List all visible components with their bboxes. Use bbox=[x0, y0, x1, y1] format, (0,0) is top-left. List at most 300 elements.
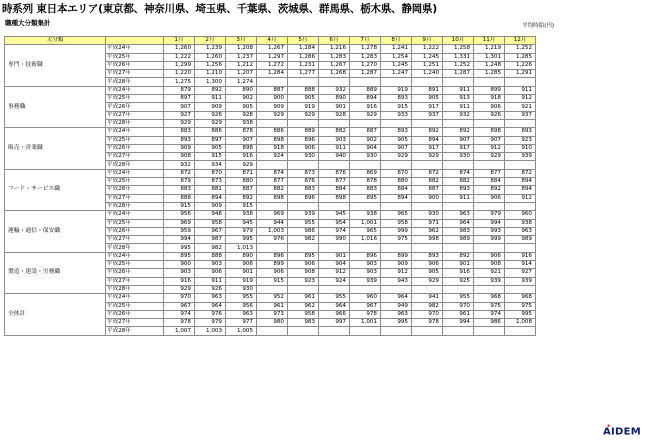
value-cell: 886 bbox=[195, 128, 226, 136]
value-cell: 917 bbox=[412, 144, 443, 152]
value-cell: 899 bbox=[474, 86, 505, 94]
value-cell bbox=[257, 119, 288, 127]
value-cell: 892 bbox=[195, 86, 226, 94]
value-cell: 1,237 bbox=[226, 53, 257, 61]
value-cell: 969 bbox=[257, 211, 288, 219]
value-cell: 871 bbox=[226, 169, 257, 177]
year-cell: 平成24年 bbox=[106, 294, 164, 302]
value-cell: 909 bbox=[164, 144, 195, 152]
value-cell: 1,260 bbox=[195, 53, 226, 61]
value-cell: 911 bbox=[443, 194, 474, 202]
value-cell bbox=[443, 161, 474, 169]
value-cell: 939 bbox=[350, 277, 381, 285]
value-cell: 960 bbox=[505, 211, 536, 219]
value-cell: 883 bbox=[288, 186, 319, 194]
value-cell: 870 bbox=[195, 169, 226, 177]
value-cell: 930 bbox=[226, 285, 257, 293]
value-cell: 915 bbox=[164, 202, 195, 210]
value-cell: 968 bbox=[474, 294, 505, 302]
value-cell: 994 bbox=[164, 236, 195, 244]
value-cell: 870 bbox=[381, 169, 412, 177]
year-cell: 平成28年 bbox=[106, 78, 164, 86]
value-cell bbox=[412, 327, 443, 335]
value-cell bbox=[257, 244, 288, 252]
value-cell: 919 bbox=[381, 86, 412, 94]
year-cell: 平成28年 bbox=[106, 119, 164, 127]
value-cell: 913 bbox=[443, 95, 474, 103]
value-cell: 1,231 bbox=[288, 61, 319, 69]
value-cell bbox=[474, 202, 505, 210]
value-cell: 1,252 bbox=[443, 61, 474, 69]
value-cell: 997 bbox=[319, 319, 350, 327]
value-cell: 890 bbox=[226, 86, 257, 94]
value-cell: 1,220 bbox=[164, 70, 195, 78]
value-cell bbox=[350, 78, 381, 86]
value-cell: 892 bbox=[226, 194, 257, 202]
value-cell: 888 bbox=[195, 252, 226, 260]
value-cell: 879 bbox=[164, 178, 195, 186]
year-cell: 平成26年 bbox=[106, 103, 164, 111]
value-cell: 915 bbox=[381, 103, 412, 111]
value-cell: 912 bbox=[319, 269, 350, 277]
value-cell: 907 bbox=[381, 144, 412, 152]
value-cell: 911 bbox=[319, 144, 350, 152]
value-cell: 1,270 bbox=[350, 61, 381, 69]
value-cell: 939 bbox=[474, 277, 505, 285]
value-cell: 963 bbox=[443, 211, 474, 219]
value-cell: 887 bbox=[412, 186, 443, 194]
value-cell: 934 bbox=[195, 161, 226, 169]
value-cell: 902 bbox=[350, 136, 381, 144]
value-cell: 1,287 bbox=[443, 70, 474, 78]
value-cell: 926 bbox=[474, 111, 505, 119]
header-month: 4月 bbox=[257, 37, 288, 45]
value-cell: 896 bbox=[350, 252, 381, 260]
value-cell bbox=[412, 119, 443, 127]
value-cell: 884 bbox=[381, 186, 412, 194]
value-cell: 906 bbox=[474, 103, 505, 111]
value-cell: 989 bbox=[443, 236, 474, 244]
year-cell: 平成27年 bbox=[106, 194, 164, 202]
value-cell: 905 bbox=[412, 269, 443, 277]
logo-text: AIDEM bbox=[602, 426, 641, 437]
value-cell: 932 bbox=[443, 111, 474, 119]
value-cell bbox=[257, 285, 288, 293]
value-cell bbox=[381, 78, 412, 86]
value-cell bbox=[412, 285, 443, 293]
header-month: 10月 bbox=[443, 37, 474, 45]
value-cell bbox=[257, 202, 288, 210]
value-cell: 929 bbox=[474, 153, 505, 161]
value-cell: 1,001 bbox=[350, 319, 381, 327]
table-row bbox=[5, 294, 536, 302]
value-cell: 872 bbox=[412, 169, 443, 177]
value-cell: 1,245 bbox=[381, 61, 412, 69]
value-cell: 896 bbox=[257, 252, 288, 260]
year-cell: 平成27年 bbox=[106, 236, 164, 244]
value-cell: 914 bbox=[505, 261, 536, 269]
value-cell: 911 bbox=[505, 86, 536, 94]
value-cell: 906 bbox=[288, 261, 319, 269]
value-cell: 995 bbox=[505, 310, 536, 318]
value-cell: 983 bbox=[288, 319, 319, 327]
value-cell: 1,256 bbox=[195, 61, 226, 69]
value-cell: 1,239 bbox=[195, 45, 226, 53]
year-cell: 平成25年 bbox=[106, 261, 164, 269]
value-cell: 964 bbox=[195, 302, 226, 310]
value-cell: 958 bbox=[195, 219, 226, 227]
year-cell: 平成26年 bbox=[106, 227, 164, 235]
year-cell: 平成28年 bbox=[106, 327, 164, 335]
year-cell: 平成27年 bbox=[106, 153, 164, 161]
table-row bbox=[5, 169, 536, 177]
page-title: 時系列 東日本エリア(東京都、神奈川県、埼玉県、千葉県、茨城県、群馬県、栃木県、静岡県) bbox=[2, 3, 437, 15]
value-cell: 939 bbox=[505, 277, 536, 285]
value-cell bbox=[381, 244, 412, 252]
year-cell: 平成26年 bbox=[106, 61, 164, 69]
year-cell: 平成24年 bbox=[106, 86, 164, 94]
value-cell: 876 bbox=[288, 178, 319, 186]
value-cell: 970 bbox=[443, 302, 474, 310]
table-subtitle: 職種大分類集計 bbox=[5, 19, 51, 27]
year-cell: 平成24年 bbox=[106, 211, 164, 219]
value-cell: 877 bbox=[319, 178, 350, 186]
value-cell bbox=[381, 119, 412, 127]
value-cell: 1,300 bbox=[195, 78, 226, 86]
value-cell bbox=[381, 202, 412, 210]
value-cell bbox=[350, 244, 381, 252]
value-cell: 901 bbox=[226, 269, 257, 277]
value-cell: 958 bbox=[288, 310, 319, 318]
value-cell: 978 bbox=[412, 319, 443, 327]
value-cell: 964 bbox=[319, 302, 350, 310]
table-row bbox=[5, 45, 536, 53]
value-cell: 883 bbox=[350, 186, 381, 194]
value-cell: 1,216 bbox=[319, 45, 350, 53]
value-cell: 1,247 bbox=[381, 70, 412, 78]
value-cell bbox=[443, 202, 474, 210]
value-cell: 873 bbox=[195, 178, 226, 186]
value-cell: 923 bbox=[505, 136, 536, 144]
value-cell: 945 bbox=[226, 219, 257, 227]
value-cell: 1,285 bbox=[474, 70, 505, 78]
value-cell: 902 bbox=[226, 95, 257, 103]
value-cell: 911 bbox=[443, 103, 474, 111]
value-cell: 1,267 bbox=[319, 61, 350, 69]
value-cell: 938 bbox=[226, 211, 257, 219]
value-cell: 963 bbox=[195, 294, 226, 302]
value-cell: 967 bbox=[195, 227, 226, 235]
value-cell: 891 bbox=[412, 86, 443, 94]
value-cell: 918 bbox=[474, 95, 505, 103]
value-cell: 908 bbox=[474, 261, 505, 269]
value-cell: 967 bbox=[164, 302, 195, 310]
value-cell: 906 bbox=[195, 269, 226, 277]
value-cell: 894 bbox=[381, 194, 412, 202]
value-cell: 929 bbox=[195, 119, 226, 127]
value-cell: 878 bbox=[226, 128, 257, 136]
value-cell bbox=[505, 244, 536, 252]
value-cell: 955 bbox=[226, 294, 257, 302]
value-cell: 995 bbox=[164, 244, 195, 252]
year-cell: 平成24年 bbox=[106, 169, 164, 177]
table-row bbox=[5, 128, 536, 136]
value-cell: 926 bbox=[195, 285, 226, 293]
value-cell: 880 bbox=[226, 178, 257, 186]
value-cell: 978 bbox=[350, 310, 381, 318]
category-cell: 製造・建設・労務職 bbox=[5, 252, 106, 293]
value-cell: 903 bbox=[319, 136, 350, 144]
value-cell: 937 bbox=[505, 111, 536, 119]
value-cell: 994 bbox=[474, 219, 505, 227]
value-cell bbox=[412, 244, 443, 252]
value-cell: 939 bbox=[288, 211, 319, 219]
value-cell bbox=[257, 78, 288, 86]
value-cell: 1,275 bbox=[164, 78, 195, 86]
value-cell: 1,283 bbox=[319, 53, 350, 61]
value-cell: 903 bbox=[350, 269, 381, 277]
header-month: 3月 bbox=[226, 37, 257, 45]
value-cell: 890 bbox=[319, 95, 350, 103]
value-cell: 1,267 bbox=[257, 45, 288, 53]
value-cell bbox=[474, 327, 505, 335]
value-cell: 938 bbox=[505, 219, 536, 227]
value-cell: 993 bbox=[474, 227, 505, 235]
value-cell: 887 bbox=[350, 128, 381, 136]
year-cell: 平成24年 bbox=[106, 45, 164, 53]
value-cell: 928 bbox=[319, 111, 350, 119]
value-cell: 995 bbox=[381, 319, 412, 327]
value-cell: 882 bbox=[319, 128, 350, 136]
value-cell: 974 bbox=[319, 227, 350, 235]
value-cell: 1,251 bbox=[412, 61, 443, 69]
value-cell: 1,207 bbox=[226, 70, 257, 78]
value-cell: 898 bbox=[319, 194, 350, 202]
value-cell: 970 bbox=[412, 310, 443, 318]
value-cell: 874 bbox=[443, 169, 474, 177]
value-cell: 963 bbox=[226, 310, 257, 318]
value-cell: 903 bbox=[164, 269, 195, 277]
value-cell: 999 bbox=[381, 227, 412, 235]
value-cell: 917 bbox=[412, 103, 443, 111]
value-cell: 904 bbox=[319, 261, 350, 269]
value-cell: 999 bbox=[474, 236, 505, 244]
value-cell: 878 bbox=[350, 178, 381, 186]
value-cell bbox=[505, 161, 536, 169]
value-cell: 962 bbox=[288, 302, 319, 310]
value-cell: 906 bbox=[226, 261, 257, 269]
value-cell: 907 bbox=[226, 136, 257, 144]
table-row bbox=[5, 252, 536, 260]
value-cell: 1,222 bbox=[412, 45, 443, 53]
value-cell: 933 bbox=[381, 111, 412, 119]
value-cell: 990 bbox=[319, 236, 350, 244]
header-month: 11月 bbox=[474, 37, 505, 45]
value-cell: 890 bbox=[226, 252, 257, 260]
value-cell bbox=[505, 202, 536, 210]
value-cell: 965 bbox=[350, 227, 381, 235]
value-cell: 986 bbox=[288, 227, 319, 235]
value-cell: 911 bbox=[443, 86, 474, 94]
table-header-row bbox=[5, 37, 536, 45]
value-cell: 956 bbox=[164, 211, 195, 219]
value-cell: 883 bbox=[164, 186, 195, 194]
value-cell bbox=[288, 119, 319, 127]
value-cell: 983 bbox=[443, 227, 474, 235]
wage-table bbox=[4, 36, 536, 336]
value-cell: 905 bbox=[195, 144, 226, 152]
header-month: 6月 bbox=[319, 37, 350, 45]
value-cell: 905 bbox=[412, 95, 443, 103]
value-cell: 938 bbox=[226, 119, 257, 127]
value-cell: 1,277 bbox=[288, 70, 319, 78]
value-cell: 893 bbox=[381, 128, 412, 136]
value-cell: 929 bbox=[164, 285, 195, 293]
value-cell bbox=[288, 327, 319, 335]
value-cell: 909 bbox=[195, 202, 226, 210]
value-cell: 939 bbox=[505, 153, 536, 161]
value-cell bbox=[288, 202, 319, 210]
value-cell: 929 bbox=[257, 111, 288, 119]
value-cell: 961 bbox=[443, 310, 474, 318]
value-cell: 1,278 bbox=[350, 45, 381, 53]
value-cell: 894 bbox=[195, 194, 226, 202]
unit-note: 平均時給(円) bbox=[522, 23, 554, 29]
year-cell: 平成25年 bbox=[106, 53, 164, 61]
value-cell: 901 bbox=[319, 252, 350, 260]
year-cell: 平成25年 bbox=[106, 136, 164, 144]
value-cell: 1,212 bbox=[226, 61, 257, 69]
value-cell: 1,274 bbox=[226, 78, 257, 86]
year-cell: 平成26年 bbox=[106, 310, 164, 318]
value-cell: 894 bbox=[505, 178, 536, 186]
value-cell: 1,248 bbox=[474, 61, 505, 69]
value-cell: 982 bbox=[195, 244, 226, 252]
value-cell: 899 bbox=[381, 252, 412, 260]
value-cell: 979 bbox=[226, 227, 257, 235]
value-cell bbox=[319, 161, 350, 169]
value-cell: 1,245 bbox=[412, 53, 443, 61]
value-cell: 925 bbox=[443, 277, 474, 285]
year-cell: 平成27年 bbox=[106, 277, 164, 285]
value-cell bbox=[350, 202, 381, 210]
year-cell: 平成27年 bbox=[106, 319, 164, 327]
value-cell: 892 bbox=[443, 128, 474, 136]
value-cell: 1,260 bbox=[164, 45, 195, 53]
value-cell: 906 bbox=[412, 261, 443, 269]
category-cell: 販売・営業職 bbox=[5, 128, 106, 169]
value-cell bbox=[319, 244, 350, 252]
value-cell: 887 bbox=[257, 86, 288, 94]
value-cell: 1,003 bbox=[195, 327, 226, 335]
value-cell: 869 bbox=[350, 169, 381, 177]
value-cell: 958 bbox=[381, 219, 412, 227]
value-cell: 872 bbox=[505, 169, 536, 177]
value-cell: 965 bbox=[381, 211, 412, 219]
value-cell: 982 bbox=[288, 236, 319, 244]
value-cell: 910 bbox=[505, 144, 536, 152]
value-cell: 877 bbox=[257, 178, 288, 186]
year-cell: 平成28年 bbox=[106, 285, 164, 293]
value-cell: 1,301 bbox=[474, 53, 505, 61]
value-cell: 895 bbox=[288, 252, 319, 260]
category-cell: 全体計 bbox=[5, 294, 106, 335]
value-cell: 876 bbox=[319, 169, 350, 177]
value-cell: 894 bbox=[412, 136, 443, 144]
value-cell: 907 bbox=[443, 136, 474, 144]
value-cell: 879 bbox=[164, 86, 195, 94]
value-cell: 941 bbox=[412, 294, 443, 302]
value-cell: 976 bbox=[257, 236, 288, 244]
value-cell: 1,254 bbox=[381, 53, 412, 61]
value-cell: 888 bbox=[288, 86, 319, 94]
value-cell: 924 bbox=[319, 277, 350, 285]
value-cell bbox=[474, 119, 505, 127]
value-cell: 884 bbox=[319, 186, 350, 194]
year-cell: 平成24年 bbox=[106, 128, 164, 136]
value-cell: 898 bbox=[474, 128, 505, 136]
value-cell: 1,285 bbox=[505, 53, 536, 61]
value-cell: 893 bbox=[164, 136, 195, 144]
value-cell: 909 bbox=[257, 103, 288, 111]
value-cell bbox=[412, 161, 443, 169]
value-cell: 888 bbox=[164, 194, 195, 202]
value-cell: 1,272 bbox=[257, 61, 288, 69]
value-cell: 1,268 bbox=[319, 70, 350, 78]
year-cell: 平成28年 bbox=[106, 244, 164, 252]
value-cell: 916 bbox=[505, 252, 536, 260]
value-cell: 1,283 bbox=[350, 53, 381, 61]
value-cell: 975 bbox=[474, 302, 505, 310]
value-cell bbox=[443, 327, 474, 335]
header-year bbox=[106, 37, 164, 45]
value-cell: 892 bbox=[412, 128, 443, 136]
year-cell: 平成27年 bbox=[106, 70, 164, 78]
table-body bbox=[5, 45, 536, 335]
value-cell: 912 bbox=[474, 144, 505, 152]
value-cell: 1,284 bbox=[288, 45, 319, 53]
value-cell: 1,003 bbox=[257, 227, 288, 235]
value-cell: 944 bbox=[257, 219, 288, 227]
value-cell: 938 bbox=[350, 211, 381, 219]
value-cell bbox=[381, 327, 412, 335]
value-cell: 1,284 bbox=[257, 70, 288, 78]
value-cell: 906 bbox=[288, 144, 319, 152]
value-cell: 963 bbox=[381, 310, 412, 318]
value-cell: 900 bbox=[164, 261, 195, 269]
value-cell bbox=[319, 285, 350, 293]
value-cell: 932 bbox=[164, 161, 195, 169]
value-cell: 905 bbox=[288, 95, 319, 103]
aidem-logo bbox=[600, 424, 642, 437]
value-cell: 955 bbox=[443, 294, 474, 302]
value-cell: 909 bbox=[381, 261, 412, 269]
value-cell: 877 bbox=[474, 169, 505, 177]
value-cell: 943 bbox=[381, 277, 412, 285]
value-cell bbox=[319, 78, 350, 86]
value-cell: 918 bbox=[257, 144, 288, 152]
value-cell bbox=[412, 202, 443, 210]
value-cell: 873 bbox=[288, 169, 319, 177]
value-cell: 987 bbox=[195, 236, 226, 244]
value-cell: 940 bbox=[319, 153, 350, 161]
value-cell: 956 bbox=[226, 302, 257, 310]
value-cell: 923 bbox=[288, 277, 319, 285]
value-cell: 882 bbox=[443, 178, 474, 186]
value-cell: 949 bbox=[381, 302, 412, 310]
value-cell bbox=[474, 285, 505, 293]
value-cell bbox=[257, 161, 288, 169]
